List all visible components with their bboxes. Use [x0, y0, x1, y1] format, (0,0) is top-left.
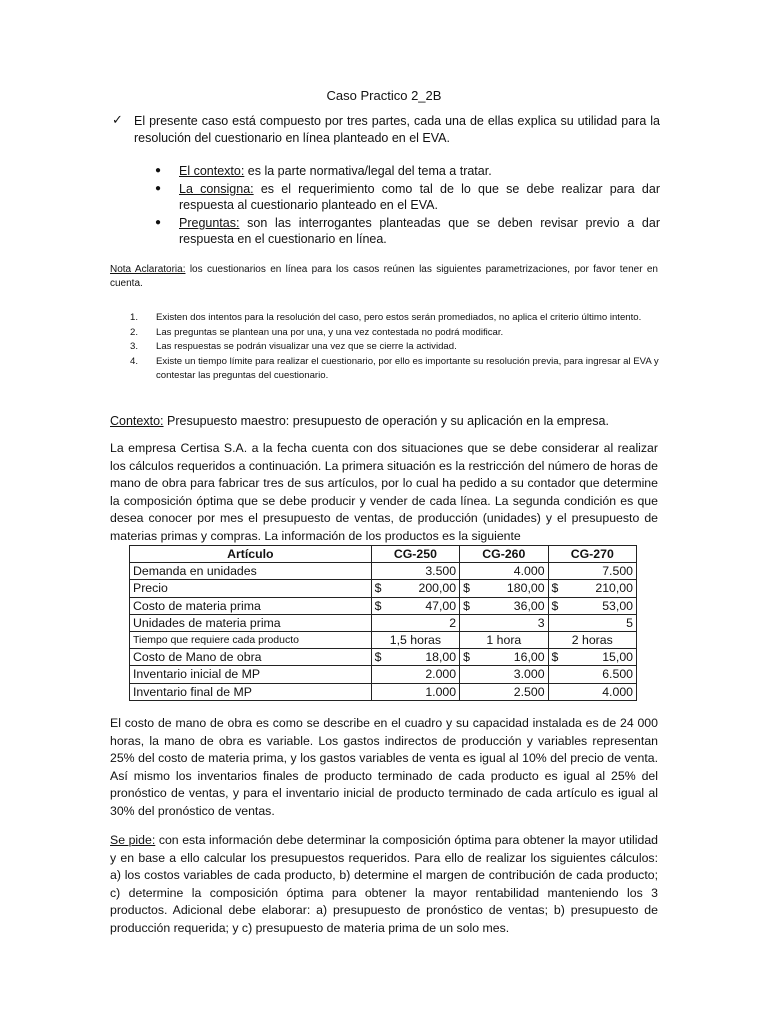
cost-paragraph: El costo de mano de obra es como se describe en el cuadro y su capacidad instalada es de 24 000 horas, la mano de obra es variable. Los gastos indirectos de producción y variables representan 25% del costo de materia prima, y los gastos variables de venta es igual al 10% del precio de venta. Así mismo los inventarios finales de producto terminado de cada producto es igual al 25% del pronóstico de ventas, y para el inventario inicial de producto terminado de cada artículo es igual al 30% del pronóstico de ventas. — [110, 716, 658, 818]
bullet-text: son las interrogantes planteadas que se deben revisar previo a dar respuesta en el cuestionario en línea. — [179, 215, 660, 246]
table-row — [130, 666, 637, 683]
value-cell: 2 horas — [548, 631, 636, 648]
row-label: Costo de Mano de obra — [130, 649, 372, 666]
item-text: Existe un tiempo límite para realizar el cuestionario, por ello es importante su resolución previa, para ingresar al EVA y contestar las preguntas del cuestionario. — [156, 355, 659, 381]
value-cell — [460, 580, 548, 597]
value-cell: 4.000 — [548, 683, 636, 700]
amount: 210,00 — [595, 581, 633, 596]
value-cell: 5 — [548, 614, 636, 631]
contexto-line — [110, 413, 660, 430]
value-cell: 1.000 — [371, 683, 459, 700]
bullet-text: es la parte normativa/legal del tema a tratar. — [244, 164, 492, 178]
currency-symbol: $ — [551, 598, 559, 613]
row-label: Precio — [130, 580, 372, 597]
currency-symbol: $ — [374, 581, 382, 596]
contexto-text: Presupuesto maestro: presupuesto de operación y su aplicación en la empresa. — [163, 414, 609, 428]
row-label: Demanda en unidades — [130, 563, 372, 580]
value-cell: 2.000 — [371, 666, 459, 683]
value-cell — [460, 649, 548, 666]
bullet-item — [155, 181, 660, 214]
value-cell: 6.500 — [548, 666, 636, 683]
table-header-row — [130, 546, 637, 563]
nota-text: los cuestionarios en línea para los casos reúnen las siguientes parametrizaciones, por favor tener en cuenta. — [110, 264, 658, 289]
nota-label: Nota Aclaratoria: — [110, 264, 186, 275]
table-row — [130, 683, 637, 700]
table-row — [130, 649, 637, 666]
row-label: Tiempo que requiere cada producto — [130, 631, 372, 648]
item-number: 3. — [130, 341, 139, 352]
numbered-item — [130, 340, 660, 355]
value-cell — [371, 580, 459, 597]
currency-symbol: $ — [463, 581, 470, 596]
table-row — [130, 597, 637, 614]
products-table — [129, 545, 637, 701]
table-row — [130, 614, 637, 631]
amount: 180,00 — [506, 581, 545, 596]
amount: 47,00 — [425, 598, 457, 613]
bullet-item — [155, 163, 660, 180]
value-cell — [371, 649, 459, 666]
se-pide-text: con esta información debe determinar la composición óptima para obtener la mayor utilidad y en base a ello calcular los presupuestos requeridos. Para ello de realizar los siguientes cálculos: a) los costos variables de cada producto, b) determine el margen de contribución de cada producto; c) determine la composición óptima para obtener la mayor rentabilidad manteniendo los 3 productos. Adicional debe elaborar: a) presupuesto de pronóstico de ventas; b) presupuesto de producción requerida; y c) presupuesto de materia prima de un solo mes. — [110, 833, 659, 935]
value-cell: 7.500 — [548, 563, 636, 580]
item-text: Las respuestas se podrán visualizar una vez que se cierre la actividad. — [156, 341, 457, 352]
intro-text: El presente caso está compuesto por tres partes, cada una de ellas explica su utilidad para la resolución del cuestionario en línea planteado en el EVA. — [134, 114, 660, 145]
table-row — [130, 580, 637, 597]
item-number: 4. — [130, 355, 139, 367]
bullet-list — [155, 163, 660, 249]
currency-symbol: $ — [374, 650, 382, 665]
context-paragraph: La empresa Certisa S.A. a la fecha cuenta con dos situaciones que se debe considerar al realizar los cálculos requeridos a continuación. La primera situación es la restricción del número de horas de mano de obra para fabricar tres de sus artículos, por lo cual ha pedido a su contador que determine la composición óptima que se debe producir y vender de cada línea. La segunda condición es que desea conocer por mes el presupuesto de ventas, de producción (unidades) y el presupuesto de materias primas y compras. La información de los productos es la siguiente — [110, 441, 658, 543]
bullet-term: La consigna: — [179, 181, 254, 196]
value-cell: 3.000 — [460, 666, 548, 683]
row-label: Inventario final de MP — [130, 683, 372, 700]
item-text: Existen dos intentos para la resolución del caso, pero estos serán promediados, no aplica el criterio último intento. — [156, 312, 642, 323]
value-cell: 3 — [460, 614, 548, 631]
item-number: 2. — [130, 326, 139, 338]
table-body — [130, 563, 637, 701]
amount: 53,00 — [602, 598, 633, 613]
row-label: Costo de materia prima — [130, 597, 372, 614]
amount: 16,00 — [513, 650, 545, 665]
numbered-item — [130, 355, 660, 384]
contexto-label: Contexto: — [110, 414, 164, 428]
se-pide-paragraph — [110, 832, 658, 938]
bullet-term: El contexto: — [179, 164, 245, 178]
numbered-item — [130, 311, 660, 326]
value-cell — [548, 580, 636, 597]
header-cell: Artículo — [130, 546, 372, 563]
row-label: Inventario inicial de MP — [130, 666, 372, 683]
value-cell: 1 hora — [460, 631, 548, 648]
header-cell: CG-260 — [460, 546, 548, 563]
value-cell: 4.000 — [460, 563, 548, 580]
currency-symbol: $ — [551, 581, 559, 596]
row-label: Unidades de materia prima — [130, 614, 372, 631]
value-cell — [460, 597, 548, 614]
value-cell: 2 — [371, 614, 459, 631]
se-pide-label: Se pide: — [110, 833, 156, 847]
item-number: 1. — [130, 312, 139, 323]
value-cell — [548, 597, 636, 614]
value-cell — [371, 597, 459, 614]
header-cell: CG-250 — [371, 546, 459, 563]
amount: 200,00 — [418, 581, 457, 596]
item-text: Las preguntas se plantean una por una, y una vez contestada no podrá modificar. — [156, 326, 504, 338]
table-row — [130, 563, 637, 580]
value-cell: 3.500 — [371, 563, 459, 580]
value-cell — [548, 649, 636, 666]
bullet-text: es el requerimiento como tal de lo que se debe realizar para dar respuesta al cuestionario planteado en el EVA. — [179, 181, 661, 212]
amount: 18,00 — [425, 650, 457, 665]
value-cell: 1,5 horas — [371, 631, 459, 648]
numbered-item — [130, 326, 660, 341]
value-cell: 2.500 — [460, 683, 548, 700]
currency-symbol: $ — [374, 598, 382, 613]
currency-symbol: $ — [463, 598, 470, 613]
amount: 36,00 — [513, 598, 545, 613]
amount: 15,00 — [602, 650, 633, 665]
currency-symbol: $ — [463, 650, 470, 665]
check-icon: ✓ — [112, 112, 123, 127]
nota-aclaratoria — [110, 263, 658, 291]
header-cell: CG-270 — [548, 546, 636, 563]
table-row — [130, 631, 637, 648]
intro-paragraph — [112, 113, 660, 147]
bullet-item — [155, 215, 660, 248]
numbered-list — [130, 311, 660, 384]
currency-symbol: $ — [551, 650, 559, 665]
document-title: Caso Practico 2_2B — [326, 88, 442, 103]
bullet-term: Preguntas: — [179, 215, 240, 230]
